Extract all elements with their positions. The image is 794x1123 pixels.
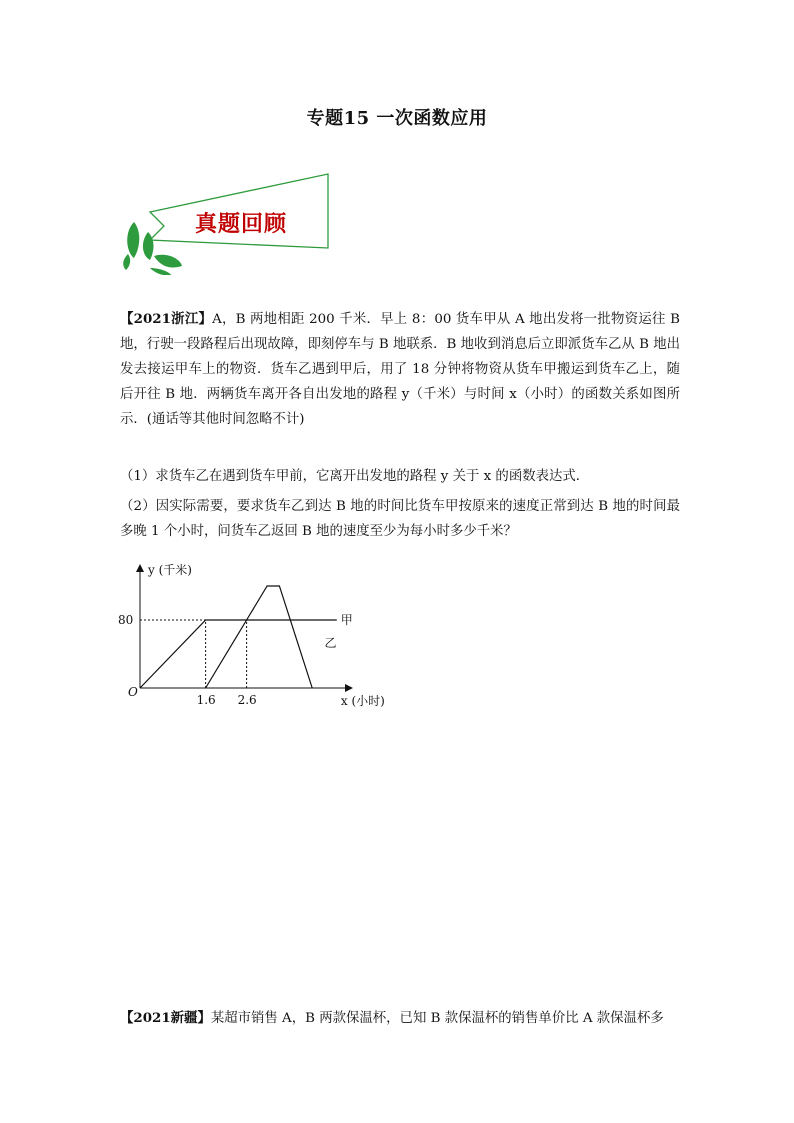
- problem2-statement: [120, 1006, 680, 1031]
- problem1-statement: [120, 307, 680, 432]
- series-line-2: [206, 586, 313, 688]
- problem2-text: 某超市销售 A，B 两款保温杯，已知 B 款保温杯的销售单价比 A 款保温杯多: [210, 1011, 664, 1026]
- y-axis-label: y (千米): [148, 563, 192, 577]
- y-tick-label: 80: [118, 613, 134, 627]
- problem1-tag: 【2021浙江】: [120, 311, 213, 327]
- series-label-jia: 甲: [340, 613, 353, 627]
- problem2-tag: 【2021新疆】: [120, 1010, 211, 1026]
- origin-label: O: [128, 685, 138, 699]
- banner-label: 真题回顾: [195, 211, 288, 237]
- problem1-text: A，B 两地相距 200 千米．早上 8：00 货车甲从 A 地出发将一批物资运往 B 地，行驶一段路程后出现故障，即刻停车与 B 地联系．B 地收到消息后立即派货车乙从 B 地出发去接运甲车上的物资．货车乙遇到甲后，用了 18 分钟将物资从货车甲搬运到货车乙上，随后开往 B 地．两辆货车离开各自出发地的路程 y（千米）与时间 x（小时）的函数关系如图所示．(通话等其他时间忽略不计): [120, 312, 680, 427]
- x-tick-label: 2.6: [237, 693, 257, 707]
- page-title: 专题15 一次函数应用: [306, 108, 488, 129]
- problem1-question2: （2）因实际需要，要求货车乙到达 B 地的时间比货车甲按原来的速度正常到达 B 地的时间最多晚 1 个小时，问货车乙返回 B 地的速度至少为每小时多少千米？: [120, 499, 680, 539]
- series-line-1: [140, 620, 337, 688]
- series-label-yi: 乙: [324, 636, 337, 651]
- x-axis-label: x (小时): [340, 694, 385, 708]
- distance-time-chart: [118, 560, 398, 720]
- problem1-question1: （1）求货车乙在遇到货车甲前，它离开出发地的路程 y 关于 x 的函数表达式．: [120, 469, 590, 484]
- x-tick-label: 1.6: [196, 693, 216, 707]
